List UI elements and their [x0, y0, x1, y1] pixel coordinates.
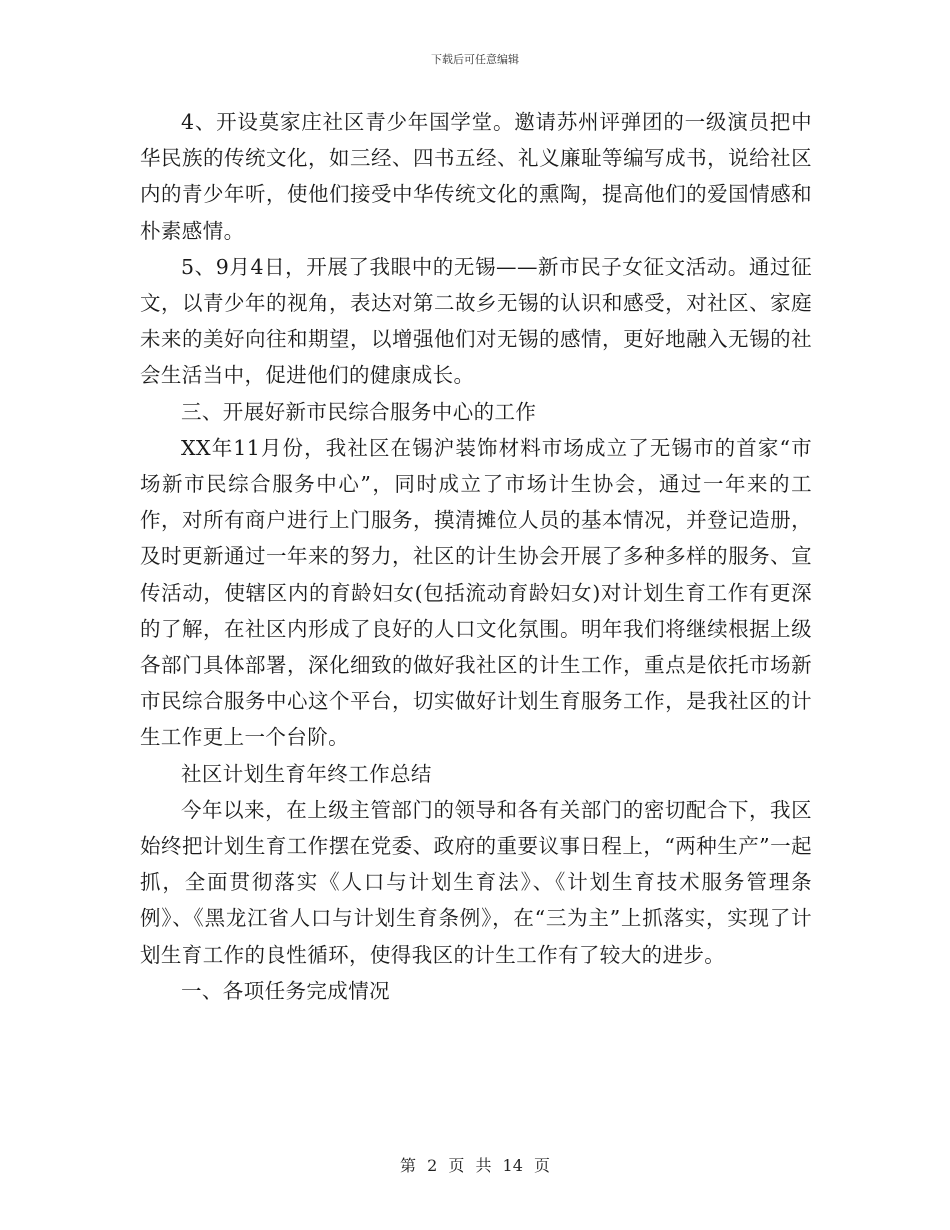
paragraph-service-center: XX年11月份，我社区在锡沪装饰材料市场成立了无锡市的首家“市场新市民综合服务中心”，同时成立了市场计生协会，通过一年来的工作，对所有商户进行上门服务，摸清摊位人员的基本情况，并登记造册，及时更新通过一年来的努力，社区的计生协会开展了多种多样的服务、宣传活动，使辖区内的育龄妇女(包括流动育龄妇女)对计划生育工作有更深的了解，在社区内形成了良好的人口文化氛围。明年我们将继续根据上级各部门具体部署，深化细致的做好我社区的计生工作，重点是依托市场新市民综合服务中心这个平台，切实做好计划生育服务工作，是我社区的计生工作更上一个台阶。: [140, 435, 812, 750]
document-title-year-end-summary: 社区计划生育年终工作总结: [181, 761, 432, 786]
page-number-footer: 第 2 页 共 14 页: [400, 1156, 550, 1175]
paragraph-introduction: 今年以来，在上级主管部门的领导和各有关部门的密切配合下，我区始终把计划生育工作摆在党委、政府的重要议事日程上，“两种生产”一起抓，全面贯彻落实《人口与计划生育法》、《计划生育技术服务管理条例》、《黑龙江省人口与计划生育条例》，在“三为主”上抓落实，实现了计划生育工作的良性循环，使得我区的计生工作有了较大的进步。: [140, 797, 812, 967]
paragraph-item-4-guoxuetang: 4、开设莫家庄社区青少年国学堂。邀请苏州评弹团的一级演员把中华民族的传统文化，如三经、四书五经、礼义廉耻等编写成书，说给社区内的青少年听，使他们接受中华传统文化的熏陶，提高他们的爱国情感和朴素感情。: [140, 110, 812, 243]
document-body: [140, 104, 812, 1009]
page-header-note: 下载后可任意编辑: [431, 53, 519, 66]
paragraph-item-5-essay-activity: 5、9月4日，开展了我眼中的无锡——新市民子女征文活动。通过征文，以青少年的视角，表达对第二故乡无锡的认识和感受，对社区、家庭未来的美好向往和期望，以增强他们对无锡的感情，更好地融入无锡的社会生活当中，促进他们的健康成长。: [140, 254, 812, 388]
section-heading-task-completion: 一、各项任务完成情况: [181, 978, 390, 1003]
section-heading-service-center: 三、开展好新市民综合服务中心的工作: [181, 399, 537, 424]
